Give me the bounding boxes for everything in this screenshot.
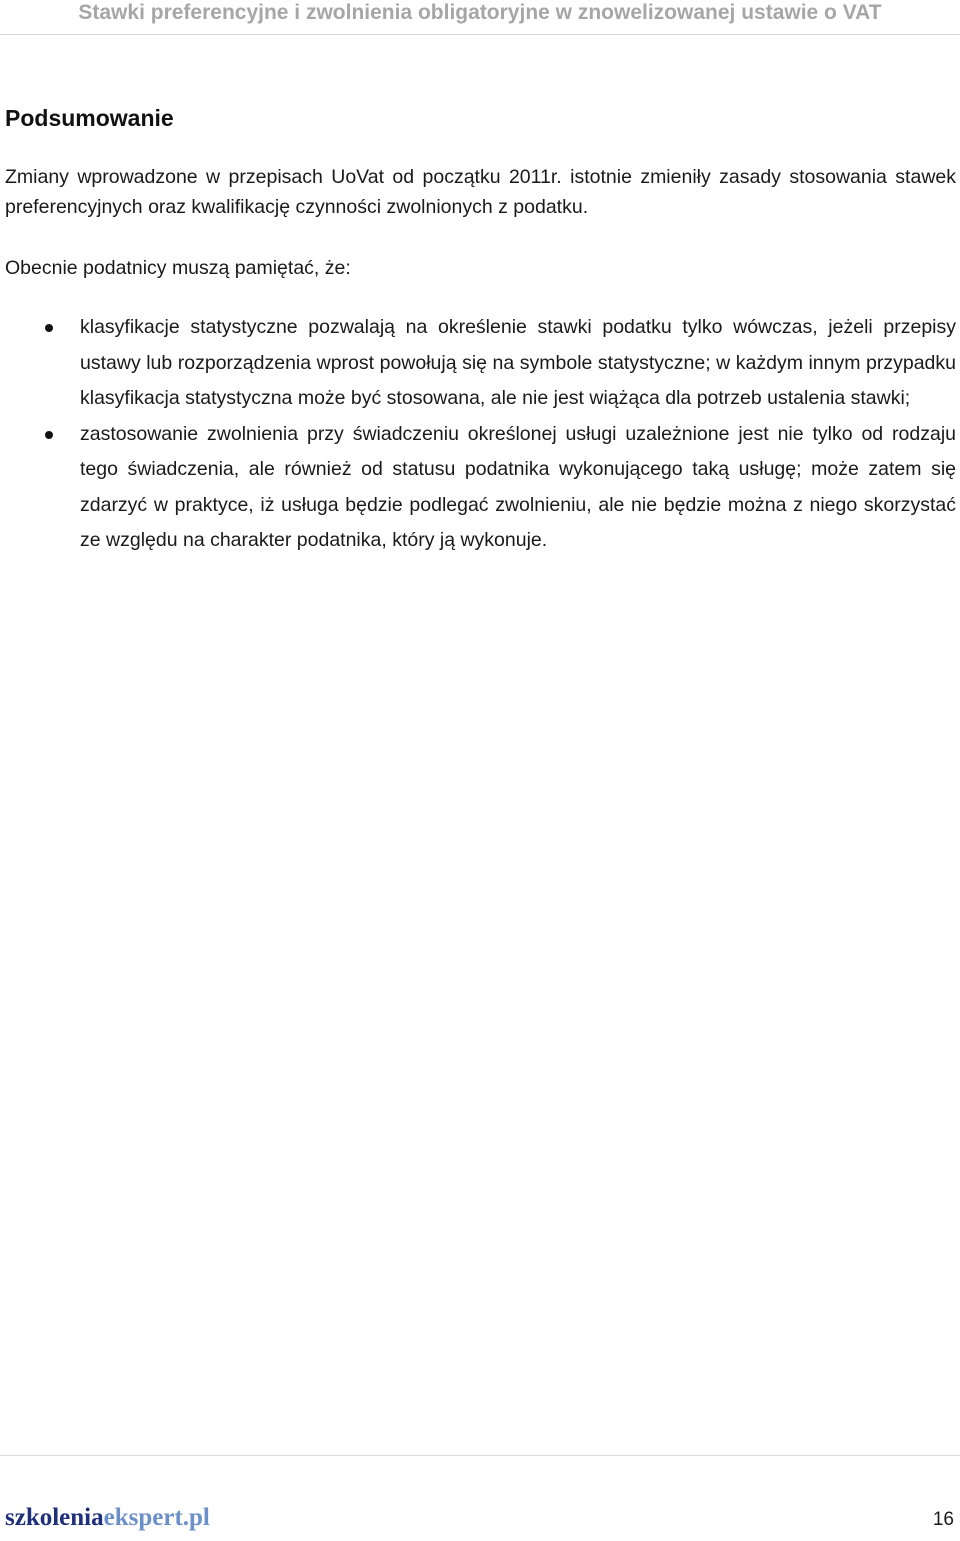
logo-text-secondary: ekspert.pl: [103, 1504, 210, 1531]
list-item: [5, 417, 956, 559]
list-item-text: klasyfikacje statystyczne pozwalają na określenie stawki podatku tylko wówczas, jeżeli przepisy ustawy lub rozporządzenia wprost powołują się na symbole statystyczne; w każdym innym przypadku klasyfikacja statystyczna może być stosowana, ale nie jest wiążąca dla potrzeb ustalenia stawki;: [80, 316, 956, 409]
section-heading: Podsumowanie: [5, 105, 174, 131]
paragraph-lead-in: Obecnie podatnicy muszą pamiętać, że:: [5, 257, 351, 279]
header-divider: [0, 34, 960, 35]
page-number: 16: [932, 1509, 954, 1530]
paragraph-intro: Zmiany wprowadzone w przepisach UoVat od początku 2011r. istotnie zmieniły zasady stosowania stawek preferencyjnych oraz kwalifikację czynności zwolnionych z podatku.: [5, 166, 956, 218]
list-item: [5, 310, 956, 417]
bullet-icon: [45, 324, 53, 332]
footer-divider: [0, 1455, 960, 1456]
list-item-text: zastosowanie zwolnienia przy świadczeniu określonej usługi uzależnione jest nie tylko od rodzaju tego świadczenia, ale również od statusu podatnika wykonującego taką usługę; może zatem się zdarzyć w praktyce, iż usługa będzie podlegać zwolnieniu, ale nie będzie można z niego skorzystać ze względu na charakter podatnika, który ją wykonuje.: [80, 422, 956, 551]
bullet-list: [5, 310, 956, 559]
logo-text-primary: szkolenia: [5, 1504, 104, 1531]
footer-logo: [5, 1503, 210, 1533]
running-header-title: Stawki preferencyjne i zwolnienia obligatoryjne w znowelizowanej ustawie o VAT: [78, 1, 882, 24]
bullet-icon: [45, 431, 53, 439]
